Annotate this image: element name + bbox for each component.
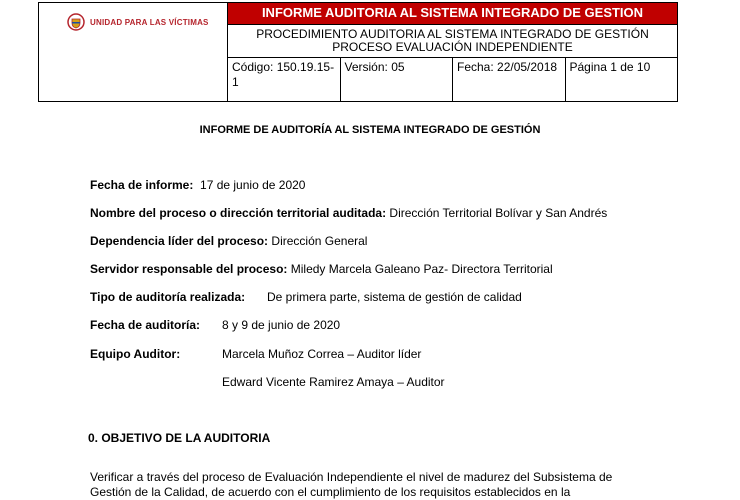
- audit-date-row: [90, 318, 200, 332]
- logo: [67, 13, 227, 31]
- doc-version: Versión: 05: [340, 57, 453, 101]
- team-member-1: Marcela Muñoz Correa – Auditor líder: [222, 347, 422, 361]
- audit-type-label: Tipo de auditoría realizada:: [90, 290, 246, 304]
- report-date-row: [90, 178, 305, 192]
- dependency-label: Dependencia líder del proceso:: [90, 234, 269, 248]
- audit-date-value: 8 y 9 de junio de 2020: [222, 318, 341, 332]
- process-value: Dirección Territorial Bolívar y San Andrés: [389, 206, 608, 220]
- doc-date: Fecha: 22/05/2018: [453, 57, 566, 101]
- doc-code: Código: 150.19.15-1: [228, 57, 341, 101]
- report-header-title: INFORME AUDITORIA AL SISTEMA INTEGRADO DE GESTION: [228, 3, 678, 25]
- document-header: [38, 2, 678, 102]
- team-row: [90, 347, 180, 361]
- process-row: [90, 206, 607, 220]
- responsible-label: Servidor responsable del proceso:: [90, 262, 288, 276]
- audit-type-row: [90, 290, 245, 304]
- responsible-row: [90, 262, 553, 276]
- report-date-value: 17 de junio de 2020: [200, 178, 306, 192]
- team-label: Equipo Auditor:: [90, 347, 181, 361]
- section-title: 0. OBJETIVO DE LA AUDITORIA: [88, 431, 271, 445]
- doc-page: Página 1 de 10: [565, 57, 678, 101]
- audit-type-value: De primera parte, sistema de gestión de calidad: [267, 290, 522, 304]
- logo-cell: [39, 3, 228, 102]
- report-date-label: Fecha de informe:: [90, 178, 194, 192]
- process-label: Nombre del proceso o dirección territorial auditada:: [90, 206, 387, 220]
- process-name: PROCESO EVALUACIÓN INDEPENDIENTE: [332, 39, 573, 54]
- logo-text: UNIDAD PARA LAS VÍCTIMAS: [90, 17, 209, 27]
- header-procedure-process: [228, 24, 678, 57]
- procedure-name: PROCEDIMIENTO AUDITORIA AL SISTEMA INTEGRADO DE GESTIÓN: [256, 26, 649, 41]
- audit-date-label: Fecha de auditoría:: [90, 318, 201, 332]
- responsible-value: Miledy Marcela Galeano Paz- Directora Territorial: [290, 262, 553, 276]
- dependency-row: [90, 234, 367, 248]
- dependency-value: Dirección General: [271, 234, 368, 248]
- document-title: INFORME DE AUDITORÍA AL SISTEMA INTEGRADO DE GESTIÓN: [199, 124, 541, 136]
- team-member-2: Edward Vicente Ramirez Amaya – Auditor: [222, 375, 445, 389]
- coat-of-arms-icon: [67, 13, 85, 31]
- objective-paragraph: Verificar a través del proceso de Evaluación Independiente el nivel de madurez del Subsistema de Gestión de la Calidad, de acuerdo con el cumplimiento de los requisitos establecidos en la: [90, 470, 613, 499]
